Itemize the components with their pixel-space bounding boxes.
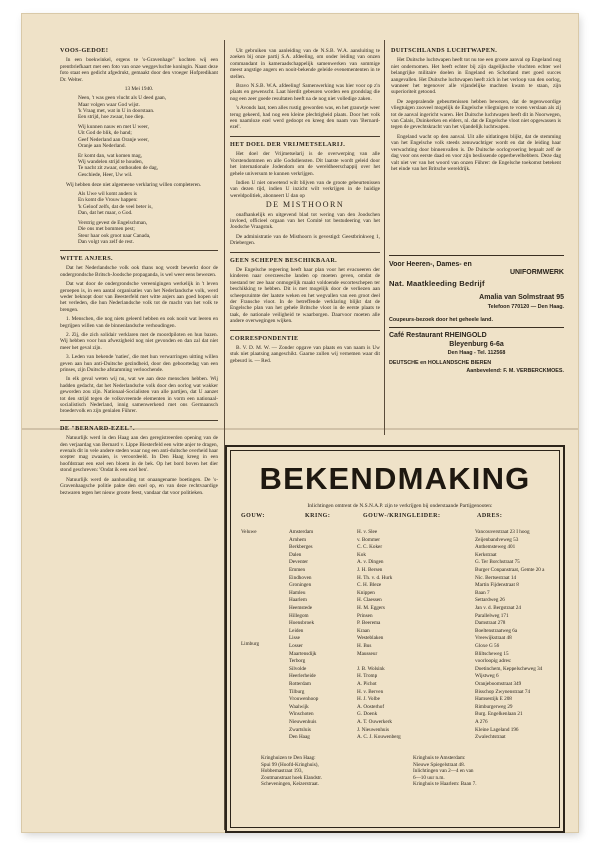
bekendmaking-title: BEKENDMAKING: [259, 461, 531, 496]
witte-anjers-point-1: 1. Menschen, die nog niets geleerd hebben en ook nooit wat leeren en begrijpen willen van de binnenlandsche verhoudingen.: [60, 316, 218, 329]
vrijmetselarij-text-2: Indien U niet onwetend wilt blijven van de groote gebeurtenissen van dezen tijd, indien U inzicht wilt verkrijgen in de huidige wereldpolitiek, abonneert U dan op: [230, 179, 380, 199]
row-leider: H. Th. v. d. Hurk: [357, 574, 393, 581]
ad-line-8: Bleyenburg 6-6a: [449, 341, 504, 348]
row-leider: H. v. Berven: [357, 688, 384, 695]
row-kring: Silvolde: [289, 665, 307, 672]
row-kring: Dalen: [289, 551, 302, 558]
row-adres: Boeltenstraatweg 6a: [475, 627, 518, 634]
row-leider: A. C. J. Kouwenberg: [357, 734, 401, 741]
ad-line-5: Telefoon 770120 — Den Haag.: [487, 304, 564, 310]
ad-mid-rule: [389, 327, 564, 328]
row-leider: J. H. Bersen: [357, 567, 383, 573]
row-leider: A. v. Dingen: [357, 559, 384, 566]
nsb-text-1: Uit gebruiken van aanleiding van de N.S.B. W.A. aansluiting te zoeken bij onze partij S.A. afdeeling, om onder leiding van onzen commandant in kameraadschappelijk samenwerken van sommige meest angstige angers en nooit-bekende geleide evenemententen in te stellen.: [230, 48, 380, 80]
row-adres: Oranjeboomstraat 349: [475, 681, 522, 687]
divider: [60, 420, 218, 421]
row-adres: Vancouverstraat 23 I hoog: [475, 529, 530, 535]
header-gouw: GOUW:: [241, 513, 265, 519]
column-1: [60, 48, 218, 828]
row-adres: Martin Fijdenstraat 8: [475, 582, 519, 589]
row-adres: Zwalechtstraat: [475, 734, 506, 741]
voos-intro-2: Wij hebben deze niet algemeene verklaring willen completeren.: [66, 181, 202, 188]
row-leider: H. Claessen: [357, 597, 382, 604]
row-adres: Doetinchem, Keppelscheweg 34: [475, 665, 543, 672]
ad-top-rule: [389, 255, 564, 256]
correspondentie-heading: CORRESPONDENTIE: [230, 334, 299, 342]
row-kring: Zwartsluis: [289, 726, 311, 733]
row-leider: A. Oosterhof: [357, 703, 385, 710]
row-kring: Heerlerheide: [289, 673, 316, 680]
row-kring: Groningen: [289, 582, 312, 589]
column-rule-right: [384, 40, 385, 435]
bernard-ezel-heading: DE "BERNARD-EZEL".: [60, 424, 135, 432]
witte-anjers-text-3: In elk geval weten wij nu, wat we aan deze menschen hebben. Wij hadden gedacht, dat het Nederlandsche volk door den oorlog wat wakker geworden zou zijn. Nationaal-Socialisten van alle partijen, dat U aanzet tot den strijd tegen de volksvreemde elementen in vorm een nationaal-socialistisch Nederland, innig samenwerkend met ons Germaansch broedervolk en zijn genialen Führer.: [60, 376, 218, 415]
row-adres: Baan 7: [475, 589, 490, 596]
row-leider: G. Doenk: [357, 711, 378, 718]
row-kring: Lisse: [289, 635, 300, 642]
row-leider: H. Bus: [357, 643, 372, 649]
row-kring: Tilburg: [289, 688, 305, 695]
vrijmetselarij-text-3: onafhankelijk en uitgevend blad tot wering van den Joodschen invloed, officieel orgaan van het Comité tot bestudeering van het Joodsche Vraagstuk.: [230, 211, 380, 231]
divider: [60, 250, 218, 251]
row-leider: P. Beerema: [357, 620, 381, 627]
voos-text: In een boekwinkel, ergens te 's-Gravenhage" kochten wij een prentbriefkaart met een foto van onze weggevluchte koningin. Naast deze foto staat een gedicht afgedrukt, gemaakt door den vroeger Hofpredikant Dr. Welter.: [60, 57, 218, 83]
ad-line-3: Nat. Maatkleeding Bedrijf: [389, 279, 485, 288]
row-leider: H. Tromp: [357, 673, 378, 680]
luchtwapen-heading: DUITSCHLANDS LUCHTWAPEN.: [391, 48, 498, 54]
witte-anjers-heading: WITTE ANJERS.: [60, 254, 113, 262]
row-adres: Kerkstraat: [475, 551, 497, 558]
row-adres: Jan v. d. Bergstraat 24: [475, 605, 521, 611]
row-leider: J. Nieuwenhuis: [357, 726, 389, 733]
poem-stanza-2: Wij kunnen nauw en met U weer, Uit God de blik, de hand; Geef Nederland aan Oranje weer, Oranje aan Nederland.: [78, 124, 149, 149]
row-kring: Terborg: [289, 658, 306, 665]
row-leider: C. C. Koker: [357, 544, 383, 551]
row-adres: Rimburgerweg 29: [475, 703, 513, 710]
poem-date: 13 Mei 1940.: [124, 86, 154, 93]
correspondentie-text: B. V. D. M. W. — Zonder opgave van plaats en van naam is Uw stuk niet plaatsing aangeschikt. Gaarne zullen wij vernemen waar dit gebeurd is. — Red.: [230, 345, 380, 364]
row-kring: Leiden: [289, 627, 304, 634]
row-kring: Berkberges: [289, 544, 313, 551]
divider: [230, 330, 380, 331]
luchtwapen-text-1: Het Duitsche luchtwapen heeft tot nu toe een groote aanval op Engeland nog niet ondernomen. Het heeft echter bij zijn dagelijksche vluchten echter wel belangrijke militaire doelen in Engeland en Schotland met goed succes aangevallen. Het Duitsche luchtwapen heeft zich in het verloop van den oorlog, wanneer het tegenover alle vijandelijke machten kwam te staan, zijn superioriteit getoond.: [391, 57, 561, 96]
misthoorn-title: DE MISTHOORN: [265, 200, 345, 210]
row-kring: Hillegom: [289, 612, 309, 619]
row-adres: Vreewijkstraat 48: [475, 635, 512, 642]
row-adres: Nic. Bertsestraat 14: [475, 574, 517, 581]
divider: [230, 136, 380, 137]
row-leider: v. Bommer: [357, 536, 381, 543]
row-adres: Gloxe G 56: [475, 643, 500, 649]
row-leider: H. v. Slee: [357, 529, 378, 535]
ad-line-6: Coupeurs-bezoek door het geheele land.: [389, 317, 493, 323]
poem-stanza-5: Verstrig gevest de Engelschman, Die ons met bommen pest; Steur haar ook groot naar Canada, Dan volgt van zelf de rest.: [78, 220, 151, 245]
row-leider: Mausseur: [357, 650, 378, 657]
advertisement-block: [389, 255, 564, 410]
witte-anjers-point-3: 3. Leden van bekende 'naties', die met hun verwarringen uitting willen geven aan hun anti-Duitsche gezindheid, door den geboortedag van een prinses, zijn Duitsche afstamming verloochende.: [60, 354, 218, 373]
luchtwapen-text-2: De zegepralende gebeurtenissen hebben bewezen, dat de tegenwoordige vliegtuigen zooveel mogelijk de Engelsche vliegtuigen te voren verslaan als zij tot de aanval ingericht waren. Het Duitsche luchtwapen heeft dit in Noorwegen, van Calais, Duinkerken en elders, nl. dat de Engelsche vloot niet opgewassen is tegen de gevechtskracht van het vijandelijk luchtwapen.: [391, 98, 561, 131]
vrijmetselarij-heading: HET DOEL DER VRIJMETSELARIJ.: [230, 140, 346, 148]
header-leider: GOUW-/KRINGLEIDER:: [363, 513, 441, 519]
row-kring: Emmen: [289, 567, 306, 573]
row-adres: Burg. Engelkenlaan 21: [475, 711, 523, 718]
ad-line-2: UNIFORMWERK: [509, 269, 564, 276]
bernard-ezel-text: Natuurlijk werd in den Haag aan den geregistreerden opening van de den verjaardag van Bernard v. Lippe Biesterfeld een witte anjer te dragen, evenals dit in vele andere steden waar nog een anti-duitsche overheid haar scepter mag zwaaien, is veroordeeld. In Den Haag kreeg in een hoofdstraat een ezel een bloem in de bek. Op het bord boven het dier stond geschreven: 'Ondat ik een ezel ben'.: [60, 435, 218, 474]
row-adres: Wijstweg 6: [475, 673, 499, 680]
row-kring: Nieuwenhuis: [289, 719, 317, 725]
schepen-text: De Engelsche regeering heeft haar plan voor het evacueeren der kinderen naar overzeesche landen op moeten geven, omdat de toestand ter zee haar onmogelijk maakt voldoende escorteschepen ter beschikking te hebben. Dit is met mogelijk door de verliezen aan scheepsruimte der laatste weken en het wegvallen van een groot deel der Fransche vloot. In de betreffende verklaring blijkt dat de Engelsche plan van het gehele Britsche vloot in de eerste plaats te taak, de nationale veiligheid te waarborgen. Daarvoor moeten alle andere overwegingen wijken.: [230, 266, 380, 325]
footer-den-haag: Kringhuizen te Den Haag: Spui 99 (Hoofd-Kringhuis), Hobbemastraat 193, Zoutmanstraat hoek Elandstr. Scheveningen, Keizerstraat.: [261, 755, 322, 788]
row-kring: Heemstede: [289, 605, 313, 611]
poem-stanza-1: Neen, 't was geen vlucht als U deed gaan, Maar volgen waar God wijst. 'k Vraag met, wat in U in doorstaan. Een strijd, hoe zwaar, hoe diep.: [78, 95, 167, 121]
header-adres: ADRES:: [477, 513, 503, 519]
poem-stanza-3: Er komt dan, wat komen mag, Wij wandelen strijd te houden, Te nacht zit zwaar, onthouden de dag, Geschiede, Heer, Uw wil.: [78, 153, 159, 178]
row-leider: C. H. Bleze: [357, 582, 382, 589]
vrijmetselarij-text-4: De administratie van de Misthoorn is gevestigd: Geestbrinkweg 1, Driebergen.: [230, 233, 380, 247]
row-kring: Vrouwenhoop: [289, 696, 319, 703]
column-3: [391, 48, 561, 248]
row-leider: Prinsen: [357, 612, 373, 619]
bekendmaking-intro: Inlichtingen omtrent de N.S.N.A.P. zijn te verkrijgen bij onderstaande Partijgenooten:: [307, 503, 493, 509]
row-leider: Kok: [357, 551, 366, 558]
row-adres: voorloopig adres:: [475, 658, 512, 665]
ad-line-9: Den Haag - Tel. 112568: [447, 350, 506, 356]
gouw-veluwe: Veluwe: [241, 529, 257, 535]
row-kring: Waalwijk: [289, 703, 309, 710]
column-2: [230, 48, 380, 433]
row-kring: Hamleu: [289, 589, 306, 596]
ad-line-4: Amalia van Solmstraat 95: [479, 294, 564, 301]
row-adres: Parallelweg 171: [475, 612, 509, 619]
row-kring: Losser: [289, 643, 303, 649]
row-adres: Zeijenbandveweg 53: [475, 536, 519, 543]
row-adres: Bisschop Zwynenstraat 74: [475, 688, 531, 695]
ad-line-1: Voor Heeren-, Dames- en: [389, 261, 472, 268]
poem-stanza-4: Als Uwe wil komt anders is En komt die Vrouw happen: 'k Geloof zelfs, dat de veel beter is, Dan, dat het maar, o God.: [78, 191, 153, 216]
divider: [230, 252, 380, 253]
witte-anjers-point-2: 2. Zij, die zich solidair verklaren met de moordpiloten en hun bazen. Wij hebben voor hun afwezigheid nog niet gevonden en dan zal dat niet meer het geval zijn.: [60, 331, 218, 351]
row-leider: J. B. Wolsink: [357, 665, 385, 672]
bekendmaking-box: [225, 445, 565, 833]
ad-line-10: DEUTSCHE en HOLLANDSCHE BIEREN: [389, 360, 492, 366]
row-adres: Damstraat 278: [475, 620, 506, 627]
row-adres: Kleine Lageland 196: [475, 726, 519, 733]
row-adres: Settardweg 26: [475, 597, 505, 604]
row-leider: A. Pichot: [357, 681, 377, 687]
row-kring: Haarlem: [289, 597, 307, 604]
row-kring: Den Haag: [289, 734, 310, 741]
row-adres: Burger Conpanstraat, Gemte 20 a: [475, 567, 545, 573]
row-kring: Hoensbroek: [289, 620, 315, 627]
row-leider: A. T. Ouwerkerk: [357, 719, 392, 725]
nsb-text-2: Bravo N.S.B. W.A. afdeeling! Samenwerking was hier voor op z'n plaats en gewenscht. Laat hierdit gebeuren worden een grondslag die nog een zeer goede resultaten heeft na de nog niet volledige zaken.: [230, 83, 380, 102]
witte-anjers-text-1: Dat het Nederlandsche volk ook thans nog wordt bewerkt door de ondergrondsche Britsch-Joodsche propaganda, is wel weer eens bewezen.: [60, 265, 218, 278]
bernard-ezel-end: Natuurlijk werd de aanhouding tot onaangename boetingen. De 's-Gravenhaagsche politie pakte den ezel op, en van deze rechtvaardige bezwaren tegen het nieuw groote feest, vandaar dat voor politieken.: [60, 476, 218, 496]
row-leider: Kraan: [357, 627, 370, 634]
row-adres: Bliltscheweg 15: [475, 650, 509, 657]
ad-line-11: Aanbevelend: F. M. VERBERCKMOES.: [466, 368, 564, 374]
luchtwapen-text-3: Engeland wacht op den aanval. Uit alle uitlatingen blijkt, dat de stemming van het Engelsche volk steeds zenuwachtiger wordt en dat de leiding haar verwachting door binnenvallen is. De Duitsche oorlogvoering bepaalt zelf de dag voor ons eerste daad en voor zijn beslissende opperbevelhebbers. Deze dag valt niet ver van het woord van onzen Führer: de Engelsche toekomst betekent het einde van het Britsche wereldrijk.: [391, 133, 561, 172]
row-adres: Hamsestijk E 208: [475, 696, 512, 703]
row-adres: Anthemsteweg 401: [475, 544, 516, 551]
row-kring: Maartensdijk: [289, 650, 317, 657]
row-kring: Arnhem: [289, 536, 306, 543]
row-leider: Westeblaken: [357, 635, 384, 642]
row-kring: Winschoten: [289, 711, 314, 718]
row-leider: Knippen: [357, 589, 375, 596]
vrijmetselarij-text-1: Het doel der Vrijmetselarij is de overwerping van alle Vorstendommen en alle Godsdiensten. Dit laatste wordt geleid door het internationale Jodendom om de wereldheerschappij over het gehele universum te kunnen verkrijgen.: [230, 151, 380, 177]
row-kring: Rotterdam: [289, 681, 311, 687]
row-leider: H. J. Volbe: [357, 696, 380, 703]
row-leider: H. M. Eggers: [357, 605, 385, 611]
witte-anjers-text-2: Dat wat door de ondergrondsche vereenigingen werkelijk in 't leven geroepen is, in een aantal organisaties van het Nederlandsche volk, werd weder beknopt door van Beesterfeld met witte anjers aan goed hopen uit het verleden, die hun Nederlandsche volk tot de macht van het volk te brengen.: [60, 281, 218, 313]
nsb-text-3: 's Avonds laat, toen alles rustig geworden was, en het grauwtje weer terug gekeerd, had nog een kleine plechtigheid plaats. Door het volk een naamloze ezel werd gedoopt en kreeg den naam van 'Bernard-ezel'.: [230, 105, 380, 131]
row-adres: A 276: [475, 719, 488, 725]
row-adres: G. Ter Borchstraat 75: [475, 559, 520, 566]
row-kring: Eindhoven: [289, 574, 312, 581]
schepen-heading: GEEN SCHEPEN BESCHIKBAAR.: [230, 256, 338, 264]
row-kring: Deventer: [289, 559, 309, 566]
footer-amsterdam-haarlem: Kringhuis te Amsterdam: Nieuwe Spiegelstraat 48. Inlichtingen van 2—4 en van 6—10 uur n.m. Kringhuis te Haarlem: Baan 7.: [413, 755, 477, 788]
gouw-limburg: Limburg: [241, 641, 260, 647]
header-kring: KRING:: [305, 513, 331, 519]
row-kring: Amsterdam: [289, 529, 314, 535]
voos-heading: VOOS-GEDOE!: [60, 48, 109, 54]
ad-line-7: Café Restaurant RHEINGOLD: [389, 332, 487, 339]
